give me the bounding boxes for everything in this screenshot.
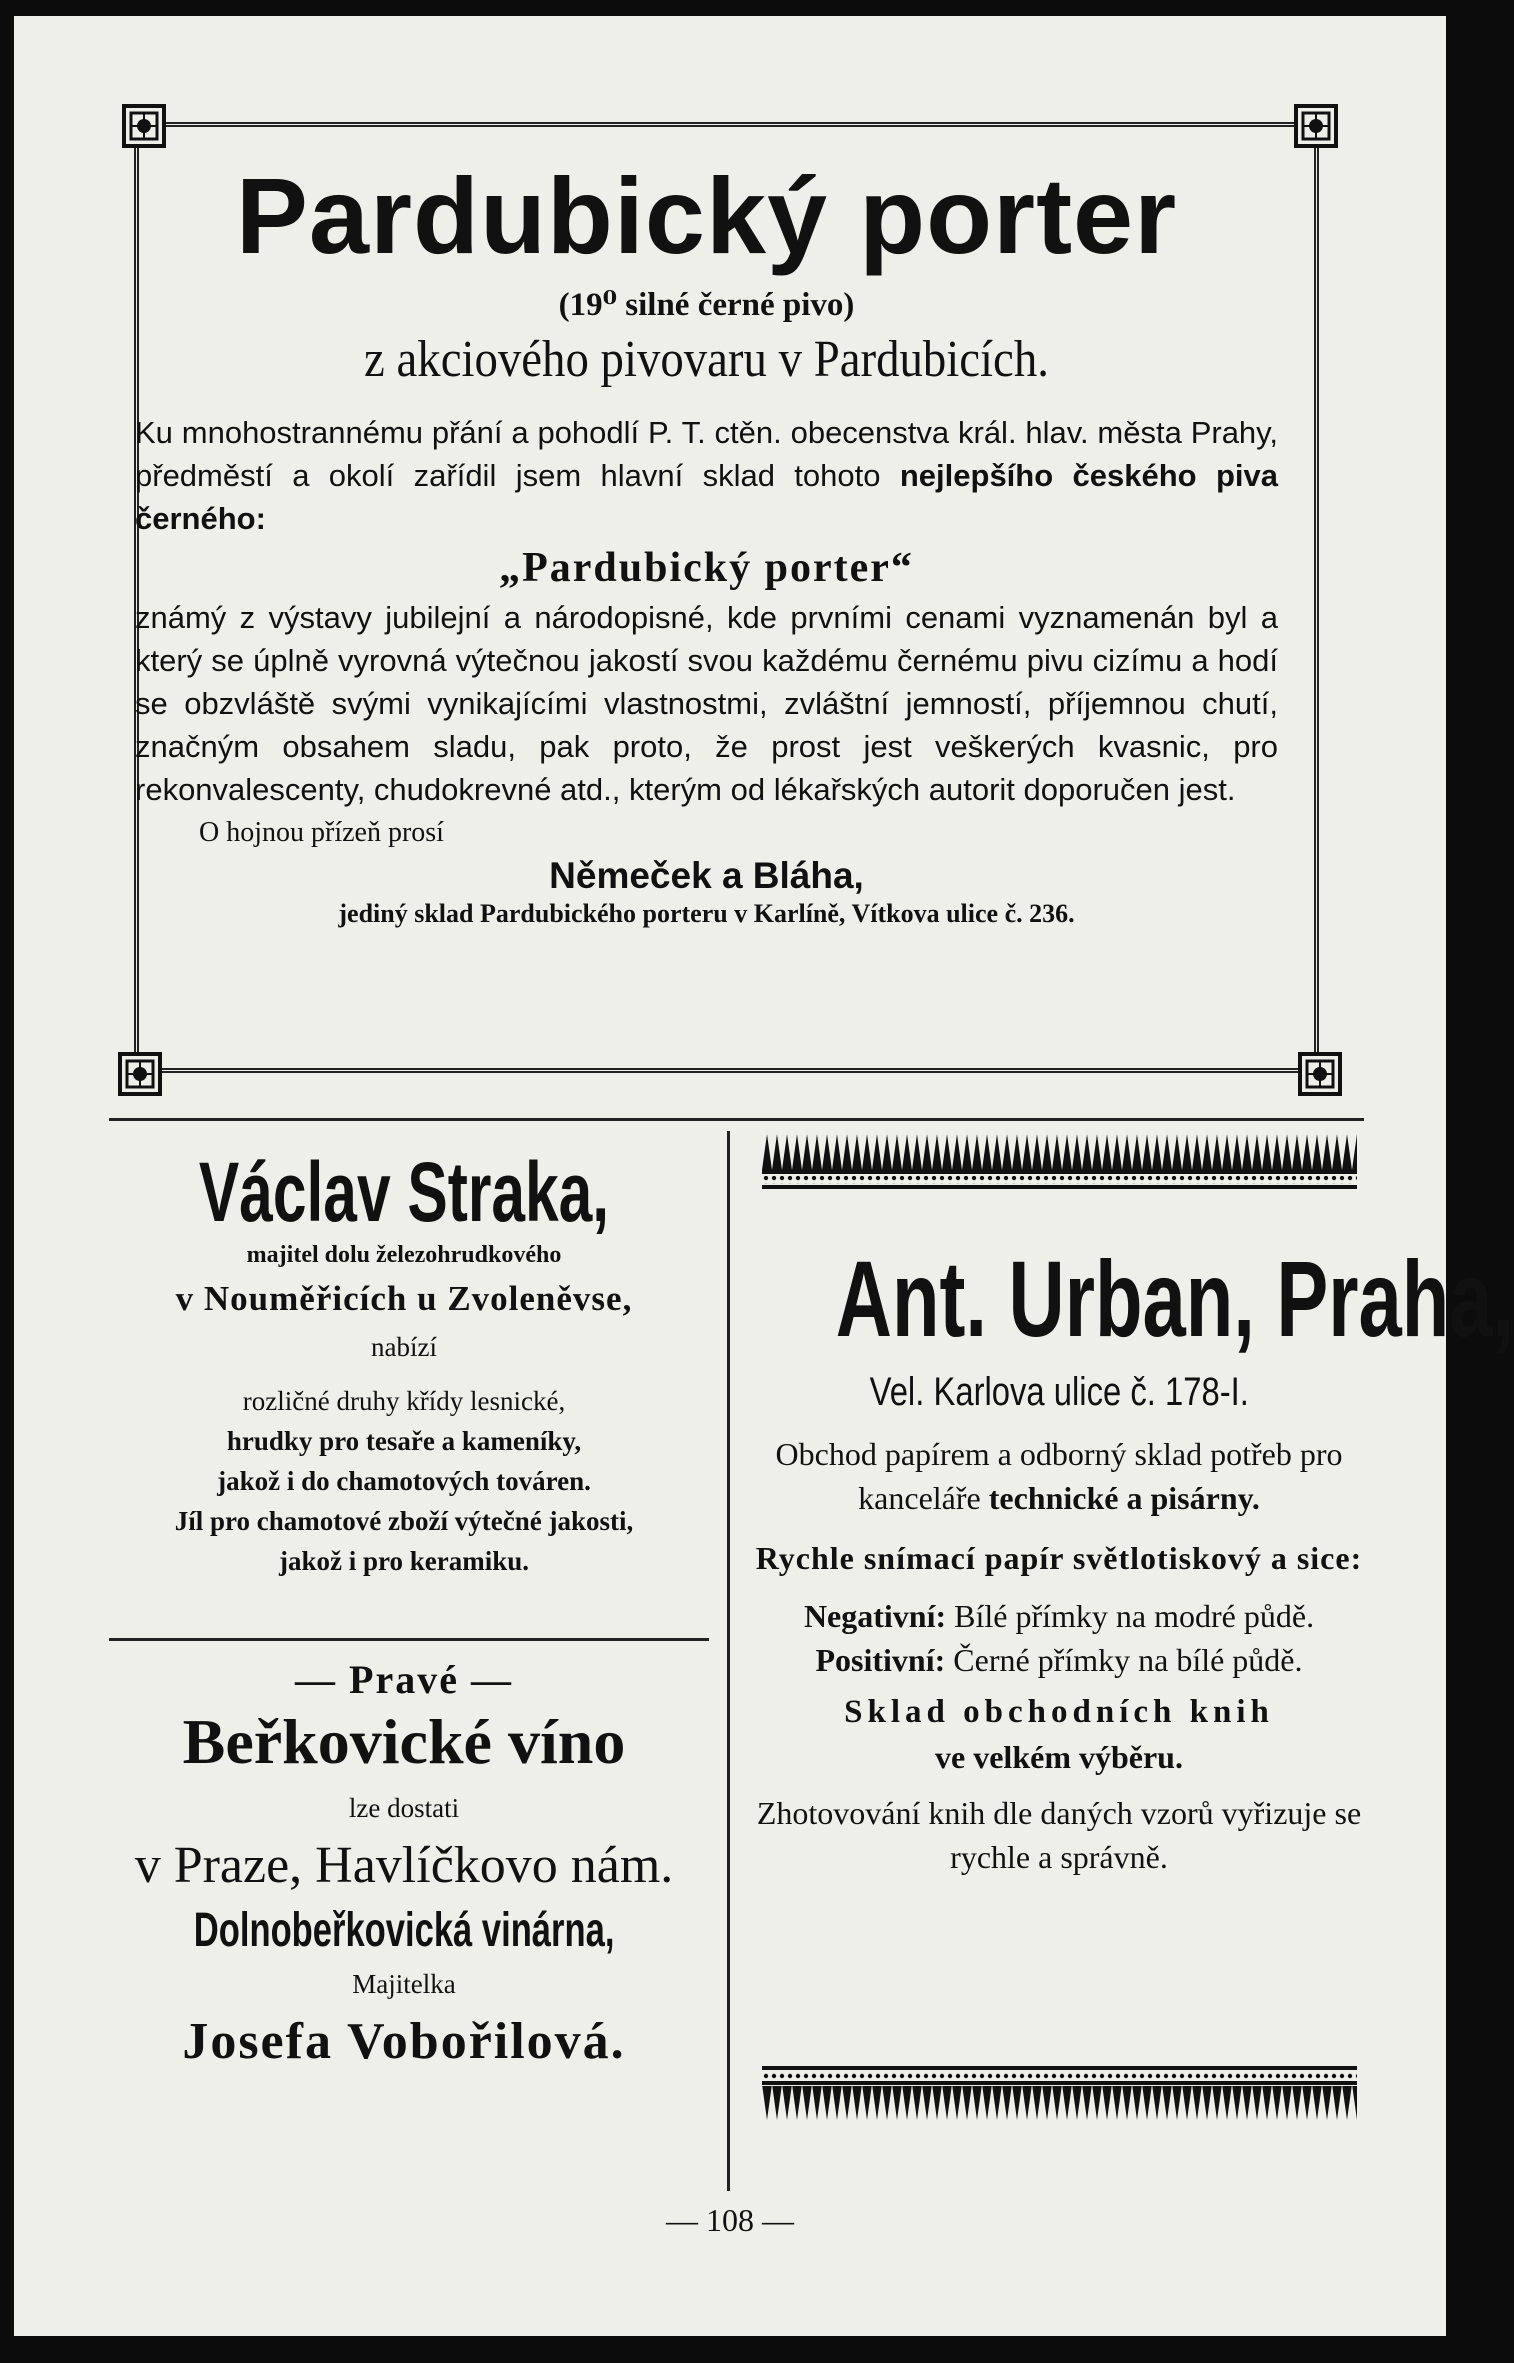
urban-name-wrap <box>749 1236 1514 1359</box>
straka-offers: nabízí <box>371 1332 437 1362</box>
wine-ad <box>99 1656 709 2071</box>
intro-text: Ku mnohostrannému přání a pohodlí P. T. ctěn. obecenstva král. hlav. města Prahy, předměstí a okolí zařídil jsem hlavní sklad tohoto <box>135 415 1278 493</box>
page <box>14 16 1514 2336</box>
wine-owner: Josefa Vobořilová. <box>182 2013 626 2070</box>
decorative-fringe-icon <box>762 1134 1357 1190</box>
urban-sklad-2: ve velkém výběru. <box>935 1739 1183 1775</box>
frame-line-right <box>1314 132 1324 1068</box>
frame-line-bottom <box>140 1068 1314 1078</box>
straka-ad <box>99 1144 709 1581</box>
urban-ad <box>749 1236 1514 1879</box>
positive-label: Positivní: <box>815 1642 946 1678</box>
urban-p1-bold: technické a pisárny. <box>988 1480 1260 1516</box>
negative-text: Bílé přímky na modré půdě. <box>946 1598 1315 1634</box>
firm-address: jediný sklad Pardubického porteru v Karlíně, Vítkova ulice č. 236. <box>338 899 1075 928</box>
porter-description: známý z výstavy jubilejní a národopisné, kde prvními cenami vyznamenán byl a který se úplně vyrovná výtečnou jakostí svou každému černému pivu cizímu a hodí se obzvláště svými vynikajícími vlastnostmi, zvláštní jemností, příjemnou chutí, značným obsahem sladu, pak proto, že prost jest veškerých kvasnic, pro rekonvalescenty, chudokrevné atd., kterým od lékařských autorit doporučen jest. <box>135 600 1278 807</box>
column-divider <box>727 1131 730 2191</box>
corner-ornament-icon <box>118 1052 162 1096</box>
urban-p1-text: Obchod papírem a odborný sklad potřeb pro kanceláře <box>775 1436 1343 1516</box>
urban-p3 <box>749 1594 1369 1682</box>
urban-name: Ant. Urban, Praha, <box>835 1238 1514 1359</box>
intro-bold-text: nejlepšího českého piva černého: <box>135 458 1278 536</box>
wine-prave: — Pravé — <box>295 1657 513 1702</box>
urban-address: Vel. Karlova ulice č. 178-I. <box>869 1370 1249 1414</box>
porter-title: Pardubický porter <box>235 155 1178 276</box>
porter-subtitle: (19⁰ silné černé pivo) <box>558 287 855 323</box>
owner-label: Majitelka <box>352 1969 456 1999</box>
brewery-line: z akciového pivovaru v Pardubicích. <box>364 331 1049 388</box>
straka-line: Jíl pro chamotové zboží výtečné jakosti, <box>174 1506 634 1536</box>
porter-ad <box>119 156 1294 929</box>
urban-p2: Rychle snímací papír světlotiskový a sice: <box>755 1540 1363 1576</box>
straka-name: Václav Straka, <box>198 1145 610 1239</box>
corner-ornament-icon <box>122 104 166 148</box>
frame-line-top <box>140 122 1314 132</box>
tavern-wrap <box>99 1895 709 1955</box>
straka-name-wrap <box>99 1144 709 1240</box>
urban-sklad: Sklad obchodních knih <box>844 1694 1274 1730</box>
page-number: — 108 — <box>666 2202 794 2238</box>
urban-p1 <box>749 1432 1369 1520</box>
urban-address-wrap <box>749 1362 1369 1418</box>
corner-ornament-icon <box>1298 1052 1342 1096</box>
straka-line: hrudky pro tesaře a kameníky, <box>226 1426 582 1456</box>
wine-name: Beřkovické víno <box>182 1706 626 1777</box>
firm-name: Němeček a Bláha, <box>549 855 864 896</box>
left-divider <box>109 1638 709 1641</box>
wine-tavern: Dolnobeřkovická vinárna, <box>193 1904 615 1957</box>
straka-location: v Nouměřicích u Zvoleněvse, <box>175 1279 633 1318</box>
section-divider <box>109 1118 1364 1121</box>
porter-intro <box>135 411 1278 540</box>
straka-line: rozličné druhy křídy lesnické, <box>242 1386 566 1416</box>
corner-ornament-icon <box>1294 104 1338 148</box>
positive-text: Černé přímky na bílé půdě. <box>945 1642 1303 1678</box>
decorative-fringe-icon <box>762 2064 1357 2120</box>
urban-p5: Zhotovování knih dle daných vzorů vyřizuje se rychle a správně. <box>756 1795 1362 1875</box>
wine-place: v Praze, Havlíčkovo nám. <box>134 1837 674 1894</box>
wine-available: lze dostati <box>348 1793 460 1823</box>
closing-line: O hojnou přízeň prosí <box>199 817 444 848</box>
straka-line: jakož i pro keramiku. <box>278 1546 529 1576</box>
straka-line: jakož i do chamotových továren. <box>217 1466 591 1496</box>
negative-label: Negativní: <box>803 1598 947 1634</box>
product-name: „Pardubický porter“ <box>499 545 914 591</box>
straka-owner-line: majitel dolu železohrudkového <box>246 1242 562 1268</box>
